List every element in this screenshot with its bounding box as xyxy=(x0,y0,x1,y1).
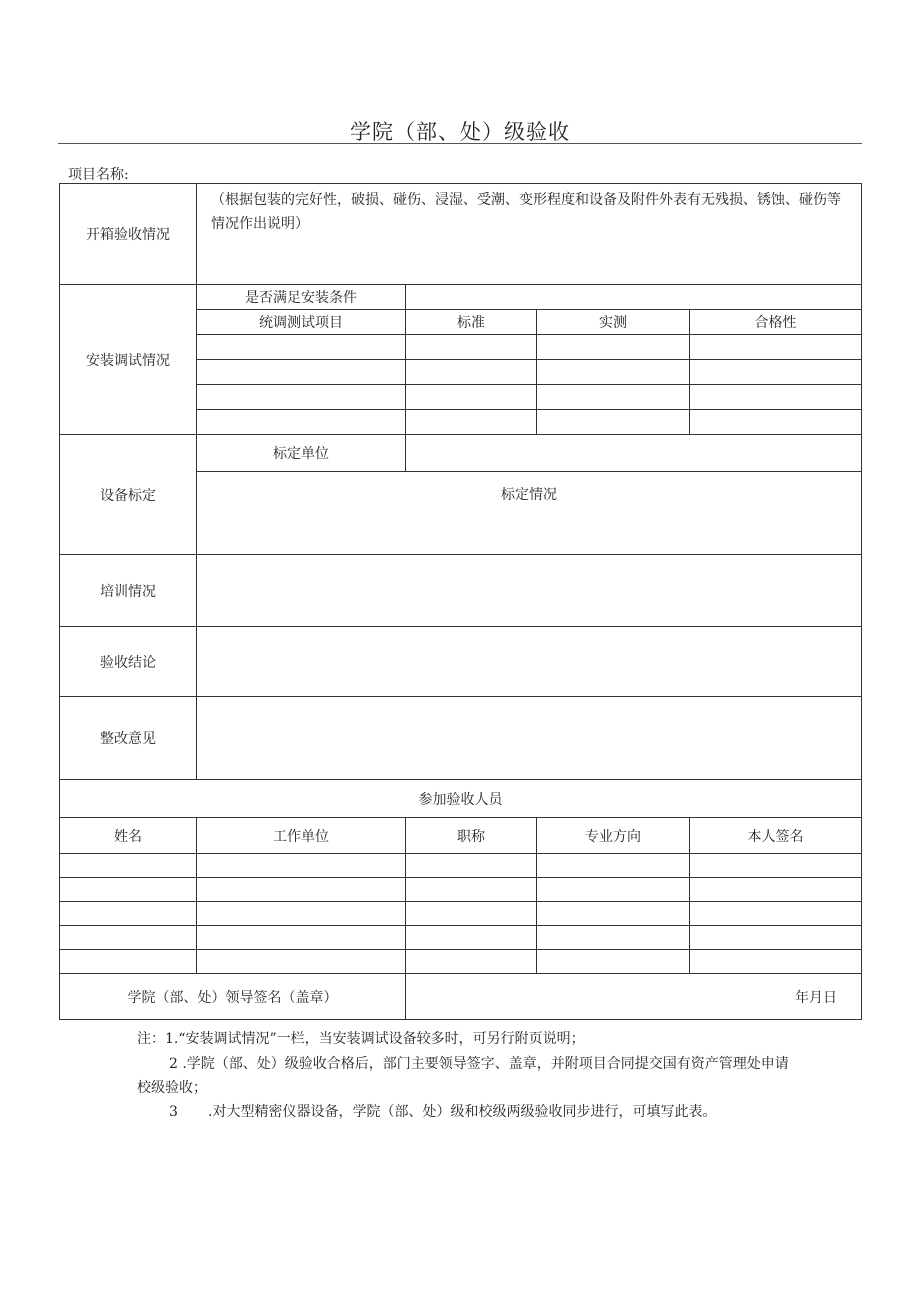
test-cell[interactable] xyxy=(197,360,406,385)
participant-cell[interactable] xyxy=(537,926,690,950)
participant-cell[interactable] xyxy=(690,926,862,950)
participant-cell[interactable] xyxy=(537,854,690,878)
participant-cell[interactable] xyxy=(60,950,197,974)
training-label: 培训情况 xyxy=(60,555,197,627)
installation-label: 安装调试情况 xyxy=(60,285,197,435)
participant-cell[interactable] xyxy=(537,950,690,974)
participant-row xyxy=(60,926,862,950)
participant-cell[interactable] xyxy=(690,950,862,974)
participant-row xyxy=(60,854,862,878)
participant-cell[interactable] xyxy=(60,854,197,878)
name-header: 姓名 xyxy=(60,818,197,854)
participant-cell[interactable] xyxy=(60,902,197,926)
test-cell[interactable] xyxy=(537,410,690,435)
participant-cell[interactable] xyxy=(406,878,537,902)
participant-cell[interactable] xyxy=(197,950,406,974)
test-cell[interactable] xyxy=(537,335,690,360)
participant-cell[interactable] xyxy=(60,878,197,902)
participant-cell[interactable] xyxy=(537,902,690,926)
rectification-field[interactable] xyxy=(197,697,862,780)
test-cell[interactable] xyxy=(197,410,406,435)
participants-title: 参加验收人员 xyxy=(60,780,862,818)
test-cell[interactable] xyxy=(537,360,690,385)
note-1: 注：1.“安装调试情况”一栏，当安装调试设备较多时，可另行附页说明； xyxy=(137,1031,585,1047)
participant-cell[interactable] xyxy=(197,902,406,926)
conclusion-field[interactable] xyxy=(197,627,862,697)
participant-row xyxy=(60,902,862,926)
participant-cell[interactable] xyxy=(406,854,537,878)
participant-cell[interactable] xyxy=(60,926,197,950)
participant-cell[interactable] xyxy=(197,878,406,902)
note-2: 2 .学院（部、处）级验收合格后，部门主要领导签字、盖章，并附项目合同提交国有资产管理处申请 xyxy=(169,1056,789,1072)
note-2-continued: 校级验收； xyxy=(137,1080,207,1096)
project-name-label: 项目名称: xyxy=(68,167,129,183)
calibration-unit-label: 标定单位 xyxy=(197,435,406,472)
participant-cell[interactable] xyxy=(197,926,406,950)
participant-cell[interactable] xyxy=(690,854,862,878)
test-cell[interactable] xyxy=(690,360,862,385)
calibration-label: 设备标定 xyxy=(60,435,197,555)
unpacking-label: 开箱验收情况 xyxy=(60,184,197,285)
page-title: 学院（部、处）级验收 xyxy=(350,120,570,144)
participant-row xyxy=(60,950,862,974)
qualification-header: 合格性 xyxy=(690,310,862,335)
test-cell[interactable] xyxy=(406,410,537,435)
participant-row xyxy=(60,878,862,902)
title-header: 职称 xyxy=(406,818,537,854)
test-cell[interactable] xyxy=(406,335,537,360)
test-cell[interactable] xyxy=(690,335,862,360)
training-field[interactable] xyxy=(197,555,862,627)
test-cell[interactable] xyxy=(537,385,690,410)
calibration-unit-field[interactable] xyxy=(406,435,862,472)
participant-cell[interactable] xyxy=(406,926,537,950)
installation-condition-field[interactable] xyxy=(406,285,862,310)
note-3-number: 3 xyxy=(169,1104,178,1120)
installation-condition-label: 是否满足安装条件 xyxy=(197,285,406,310)
leader-signature-date[interactable]: 年月日 xyxy=(406,974,862,1020)
test-item-header: 统调测试项目 xyxy=(197,310,406,335)
test-cell[interactable] xyxy=(690,385,862,410)
test-cell[interactable] xyxy=(406,360,537,385)
participant-cell[interactable] xyxy=(537,878,690,902)
measured-header: 实测 xyxy=(537,310,690,335)
test-cell[interactable] xyxy=(690,410,862,435)
test-cell[interactable] xyxy=(197,335,406,360)
calibration-status-field[interactable]: 标定情况 xyxy=(197,472,862,555)
title-divider xyxy=(58,143,862,144)
standard-header: 标准 xyxy=(406,310,537,335)
test-cell[interactable] xyxy=(197,385,406,410)
rectification-label: 整改意见 xyxy=(60,697,197,780)
leader-signature-label: 学院（部、处）领导签名（盖章） xyxy=(60,974,406,1020)
participant-cell[interactable] xyxy=(406,950,537,974)
specialty-header: 专业方向 xyxy=(537,818,690,854)
participant-cell[interactable] xyxy=(690,878,862,902)
workplace-header: 工作单位 xyxy=(197,818,406,854)
participant-cell[interactable] xyxy=(197,854,406,878)
participant-cell[interactable] xyxy=(690,902,862,926)
test-cell[interactable] xyxy=(406,385,537,410)
unpacking-field[interactable]: （根据包装的完好性，破损、碰伤、浸湿、受潮、变形程度和设备及附件外表有无残损、锈蚀、碰伤等情况作出说明） xyxy=(197,184,862,285)
signature-header: 本人签名 xyxy=(690,818,862,854)
participant-cell[interactable] xyxy=(406,902,537,926)
acceptance-form xyxy=(59,183,862,1020)
conclusion-label: 验收结论 xyxy=(60,627,197,697)
note-3: .对大型精密仪器设备，学院（部、处）级和校级两级验收同步进行，可填写此表。 xyxy=(208,1104,717,1120)
